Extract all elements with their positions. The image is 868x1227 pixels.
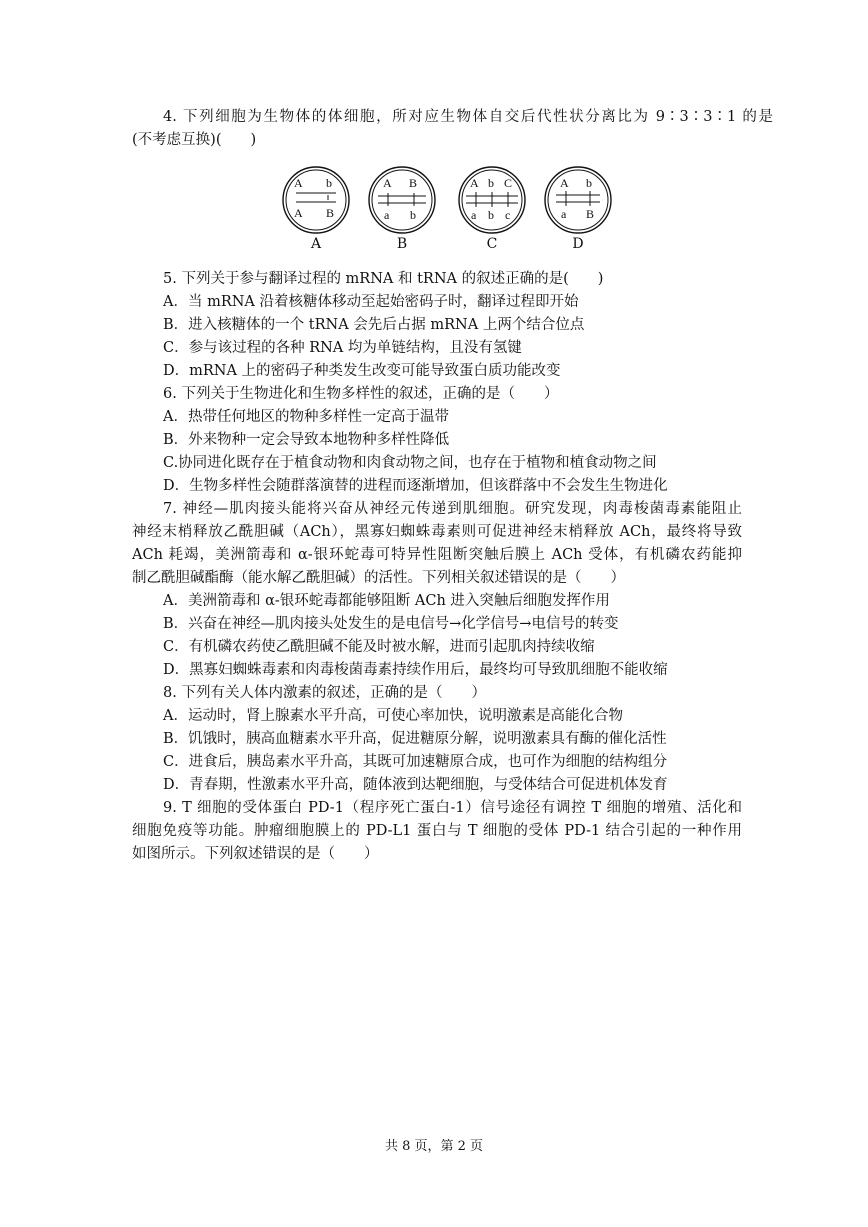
cell-diagram-b	[366, 165, 438, 235]
cell-label-d: D	[572, 236, 584, 252]
q7-option-c: C．有机磷农药使乙酰胆碱不能及时被水解，进而引起肌肉持续收缩	[163, 639, 595, 655]
allele-bottom-right: b	[410, 208, 416, 222]
q8-option-a: A．运动时，肾上腺素水平升高，可使心率加快，说明激素是高能化合物	[163, 708, 623, 724]
q7-stem-line4: 制乙酰胆碱酯酶（能水解乙酰胆碱）的活性。下列相关叙述错误的是（ ）	[132, 570, 625, 586]
q7-option-d: D．黑寡妇蜘蛛毒素和肉毒梭菌毒素持续作用后，最终均可导致肌细胞不能收缩	[163, 662, 668, 678]
q6-option-b: B．外来物种一定会导致本地物种多样性降低	[163, 432, 450, 448]
cell-figure-c	[456, 165, 528, 255]
allele-top-mid: b	[488, 176, 494, 190]
cell-diagram-a	[280, 165, 352, 235]
q7-option-b: B．兴奋在神经—肌肉接头处发生的是电信号→化学信号→电信号的转变	[163, 616, 619, 632]
q5-option-a: A．当 mRNA 沿着核糖体移动至起始密码子时，翻译过程即开始	[163, 294, 579, 310]
allele-top-right: b	[326, 176, 332, 190]
q9-stem-line1: 9. T 细胞的受体蛋白 PD-1（程序死亡蛋白-1）信号途径有调控 T 细胞的增殖、活化和	[163, 800, 742, 816]
q5-option-c: C．参与该过程的各种 RNA 均为单链结构，且没有氢键	[163, 340, 522, 356]
allele-top-left: A	[470, 176, 479, 190]
allele-top-left: A	[560, 176, 569, 190]
q7-stem-line1: 7. 神经—肌肉接头能将兴奋从神经元传递到肌细胞。研究发现，肉毒梭菌毒素能阻止	[163, 501, 742, 517]
allele-bottom-right: c	[505, 208, 511, 222]
q7-stem-line2: 神经末梢释放乙酰胆碱（ACh），黑寡妇蜘蛛毒素则可促进神经末梢释放 ACh，最终将导致	[132, 524, 742, 540]
allele-bottom-right: B	[326, 206, 335, 220]
q8-option-c: C．进食后，胰岛素水平升高，其既可加速糖原合成，也可作为细胞的结构组分	[163, 754, 668, 770]
allele-bottom-left: a	[471, 208, 477, 222]
allele-top-right: B	[409, 176, 418, 190]
allele-top-left: A	[294, 176, 303, 190]
q5-option-b: B．进入核糖体的一个 tRNA 会先后占据 mRNA 上两个结合位点	[163, 317, 585, 333]
q8-option-b: B．饥饿时，胰高血糖素水平升高，促进糖原分解，说明激素具有酶的催化活性	[163, 731, 667, 747]
allele-bottom-mid: b	[488, 208, 494, 222]
allele-bottom-left: A	[294, 206, 303, 220]
q9-stem-line2: 细胞免疫等功能。肿瘤细胞膜上的 PD-L1 蛋白与 T 细胞的受体 PD-1 结合引起的一种作用	[132, 823, 742, 839]
cell-figure-d	[542, 165, 614, 255]
q6-option-a: A．热带任何地区的物种多样性一定高于温带	[163, 409, 449, 425]
q8-stem: 8. 下列有关人体内激素的叙述，正确的是（ ）	[163, 685, 486, 701]
allele-bottom-right: B	[586, 207, 595, 221]
cell-label-a: A	[310, 236, 322, 252]
q5-stem: 5. 下列关于参与翻译过程的 mRNA 和 tRNA 的叙述正确的是( )	[163, 271, 604, 287]
cell-diagram-c	[456, 165, 528, 235]
q7-stem-line3: ACh 耗竭，美洲箭毒和 α-银环蛇毒可特异性阻断突触后膜上 ACh 受体，有机磷农药能抑	[132, 547, 742, 563]
allele-top-right: b	[586, 176, 592, 190]
cell-diagram-d	[542, 165, 614, 235]
allele-top-left: A	[383, 176, 392, 190]
q4-stem-line2: (不考虑互换)( )	[132, 132, 257, 148]
q4-stem-line1: 4. 下列细胞为生物体的体细胞，所对应生物体自交后代性状分离比为 9∶3∶3∶1 的是	[163, 109, 773, 125]
q7-option-a: A．美洲箭毒和 α-银环蛇毒都能够阻断 ACh 进入突触后细胞发挥作用	[163, 593, 610, 609]
q4-cell-figures	[280, 165, 610, 255]
allele-top-right: C	[504, 176, 513, 190]
page-footer: 共 8 页，第 2 页	[384, 1139, 484, 1154]
q6-stem: 6. 下列关于生物进化和生物多样性的叙述，正确的是（ ）	[163, 386, 559, 402]
cell-label-c: C	[486, 236, 498, 252]
allele-bottom-left: a	[561, 207, 567, 221]
cell-figure-a	[280, 165, 352, 255]
q5-option-d: D．mRNA 上的密码子种类发生改变可能导致蛋白质功能改变	[163, 363, 561, 379]
q9-stem-line3: 如图所示。下列叙述错误的是（ ）	[132, 846, 379, 862]
q6-option-d: D．生物多样性会随群落演替的进程而逐渐增加，但该群落中不会发生生物进化	[163, 478, 668, 494]
cell-label-b: B	[396, 236, 408, 252]
q6-option-c: C.协同进化既存在于植食动物和肉食动物之间，也存在于植物和植食动物之间	[163, 455, 657, 471]
cell-figure-b	[366, 165, 438, 255]
q8-option-d: D．青春期，性激素水平升高，随体液到达靶细胞，与受体结合可促进机体发育	[163, 777, 668, 793]
allele-bottom-left: a	[384, 208, 390, 222]
